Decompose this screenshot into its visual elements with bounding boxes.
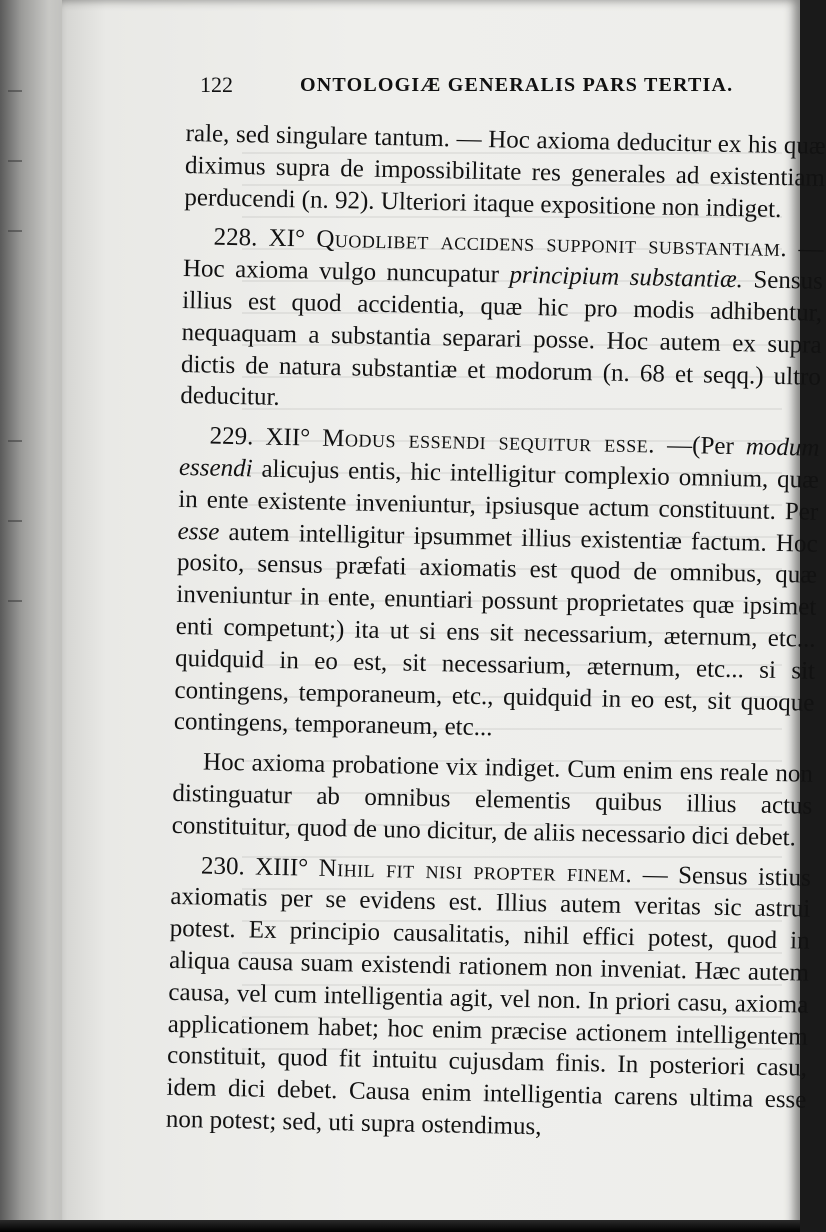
margin-annotation [8, 440, 22, 448]
scan-bottom-edge [0, 1220, 800, 1232]
axiom-heading: Nihil fit nisi propter finem. [318, 854, 633, 888]
previous-page-edge [0, 0, 70, 1232]
body-text: —(Per [654, 431, 747, 461]
body-text: alicujus entis, hic intelligitur complexio omnium, quæ in ente existente inveniuntur, ipsiusque actum constituunt. Per [178, 455, 820, 526]
body-text: Sensus illius est quod accidentia, quæ hic pro modis adhibentur, nequaquam a substantia separari posse. Hoc autem ex supra dictis de natura substantiæ et modorum (n. 68 et seqq.) ultro deducitur. [180, 266, 824, 412]
body-text: — Sensus istius axiomatis per se evidens est. Illius autem veritas sic astrui potest. Ex principio causalitatis, nihil effici potest, quod in aliqua causa suam existendi rationem non inveniat. Hæc autem causa, vel cum intelligentia agit, vel non. In priori casu, axioma applicationem habet; hoc enim præcise actionem intelligentem constituit, quod fit intuitu cujusdam finis. In posteriori casu, idem dici debet. Causa enim intelligentia carens ultima esse non potest; sed, uti supra ostendimus, [165, 860, 812, 1141]
page-text [165, 118, 825, 1156]
axiom-heading: Quodlibet accidens supponit substantiam. [316, 226, 788, 263]
italic-term: principium substantiæ. [509, 261, 744, 294]
body-text: — Hoc axioma vulgo nuncupatur [182, 235, 824, 289]
margin-annotation [8, 520, 22, 528]
margin-annotation [8, 600, 22, 608]
page-header [200, 70, 760, 104]
section-230 [166, 849, 812, 1148]
section-229 [174, 420, 820, 751]
axiom-heading: Modus essendi sequitur esse. [321, 424, 656, 459]
margin-annotation [8, 160, 22, 168]
margin-annotation [8, 90, 22, 98]
section-number: 228. XI° [213, 223, 317, 254]
page-number: 122 [200, 72, 233, 97]
running-head: ONTOLOGIÆ GENERALIS PARS TERTIA. [300, 74, 734, 96]
body-text: autem intelligitur ipsummet illius existentiæ factum. Hoc posito, sensus præfati axiomatis est quod de omnibus, quæ inveniuntur in ente, enuntiari possunt proprietates quæ ipsimet enti competunt;) ita ut si ens sit necessarium, æternum, etc... quidquid in eo est, sit necessarium, æternum, etc... si sit contingens, temporaneum, etc., quidquid in eo est, sit quoque contingens, temporaneum, etc... [173, 518, 818, 742]
italic-term: modum essendi [178, 433, 820, 483]
paragraph-229-proof: Hoc axioma probatione vix indiget. Cum enim ens reale non distinguatur ab omnibus elementis quibus illius actus constituitur, quod de uno dicitur, de aliis necessario dici debet. [171, 748, 814, 852]
paragraph-continuation: rale, sed singulare tantum. — Hoc axioma deducitur ex his quæ diximus supra de impossibilitate res generales ad existentiam perducendi (n. 92). Ulteriori itaque expositione non indiget. [184, 119, 826, 223]
section-number: 230. XIII° [200, 851, 319, 882]
section-228 [180, 221, 824, 425]
italic-term: esse [177, 517, 220, 546]
section-number: 229. XII° [209, 422, 323, 452]
book-page [62, 0, 826, 1232]
margin-annotation [8, 230, 22, 238]
